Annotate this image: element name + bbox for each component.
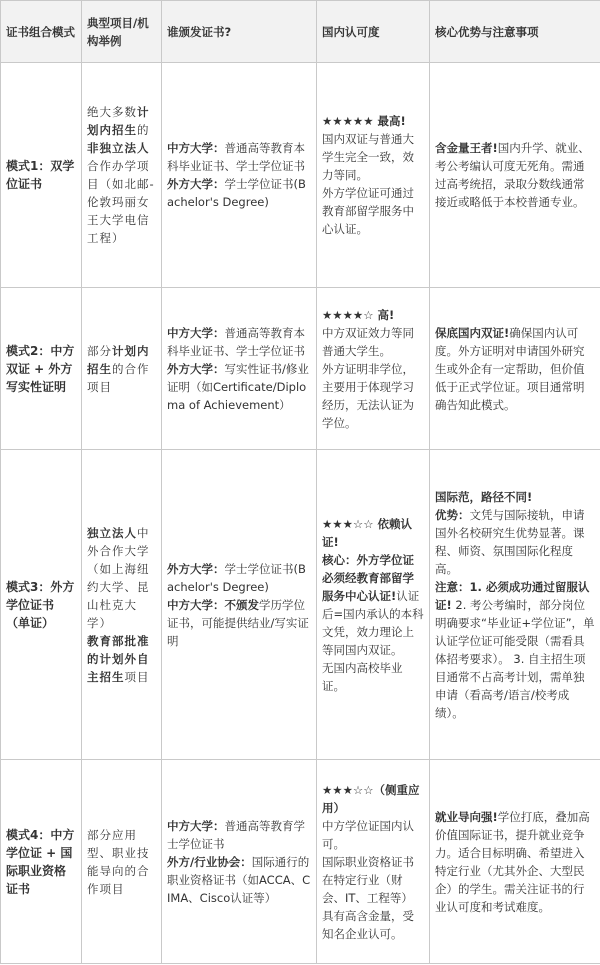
- example-text: 中外合作大学（如上海纽约大学、昆山杜克大学）: [87, 525, 150, 630]
- example-text: 的合作项目: [87, 361, 150, 394]
- recognition-text: 外方证明非学位，主要用于体现学习经历，无法认证为学位。: [322, 361, 414, 430]
- example-text: 合作办学项目（如北邮-伦敦玛丽女王大学电信工程）: [87, 159, 155, 245]
- advantage-label: 优势：: [435, 507, 470, 522]
- advantage-text: 确保国内认可度。外方证明对申请国外研究生或外企有一定帮助，但价值低于正式学位证。项目通常明确告知此模式。: [435, 325, 585, 412]
- advantage-text: 国内升学、就业、考公考编认可度无死角。需通过高考统招，录取分数线通常接近或略低于本校普通专业。: [435, 141, 590, 209]
- issuer-label: 中方大学：: [167, 325, 225, 340]
- rating-stars: ★★★☆☆（侧重应用）: [322, 782, 420, 815]
- mode-cell: 模式4：中方学位证 + 国际职业资格证书: [1, 760, 82, 964]
- example-text-bold: 非独立法人: [87, 141, 150, 155]
- issuer-text: 普通高等教育本科毕业证书、学士学位证书: [167, 141, 305, 173]
- table-row: [1, 760, 600, 964]
- advantage-heading: 就业导向强!: [435, 809, 498, 824]
- issuer-label: 外方/行业协会：: [167, 854, 252, 869]
- issuer-line: [167, 560, 311, 596]
- issuer-text: 写实性证书/修业证明（如Certificate/Diploma of Achievement）: [167, 361, 309, 412]
- rating-stars: ★★★★★ 最高!: [322, 114, 406, 128]
- advantages-cell: [430, 288, 600, 450]
- advantage-line: [435, 578, 595, 722]
- table-row: [1, 63, 600, 288]
- example-text: 部分: [87, 343, 112, 358]
- issuer-text: 普通高等教育本科毕业证书、学士学位证书: [167, 325, 305, 358]
- issuer-line: [167, 596, 311, 650]
- advantage-line: [435, 506, 595, 578]
- issuer-line: [167, 853, 311, 907]
- advantage-heading: 保底国内双证!: [435, 325, 510, 340]
- issuer-label: 中方大学：: [167, 597, 225, 612]
- issuer-line: [167, 139, 311, 175]
- advantage-text: 文凭与国际接轨，申请国外名校研究生优势显著。课程、师资、氛围国际化程度高。: [435, 507, 585, 576]
- recognition-text: 认证后=国内承认的本科文凭，效力理论上等同国内双证。: [322, 588, 424, 657]
- example-text: 绝大多数: [87, 105, 137, 119]
- issuer-text-bold: 不颁发: [224, 597, 259, 612]
- table-header-row: [1, 1, 600, 63]
- table-row: [1, 288, 600, 450]
- example-cell: [82, 63, 162, 288]
- issuer-line: [167, 175, 311, 211]
- example-text-bold: 计划内招生: [87, 343, 150, 376]
- advantages-cell: [430, 760, 600, 964]
- issuer-line: [167, 360, 311, 414]
- mode-cell: 模式2：中方双证 + 外方写实性证明: [1, 288, 82, 450]
- recognition-cell: [317, 450, 430, 760]
- advantage-text: 2. 考公考编时，部分岗位明确要求“毕业证+学位证”，单认证学位证可能受限（需看具体招考要求）。 3. 自主招生项目通常不占高考计划，需单独申请（看高考/语言/校考成绩）。: [435, 597, 595, 720]
- issuer-cell: [162, 288, 317, 450]
- example-line: [87, 632, 156, 686]
- recognition-text: 国内双证与普通大学生完全一致，效力等同。: [322, 132, 414, 182]
- rating-stars: ★★★★☆ 高!: [322, 307, 395, 322]
- table-row: [1, 450, 600, 760]
- header-recognition: 国内认可度: [317, 1, 430, 63]
- example-text-bold: 计划外自主招生: [87, 651, 150, 684]
- recognition-line: [322, 551, 424, 659]
- example-text-bold: 计划内招生: [87, 105, 150, 137]
- mode-cell: 模式1：双学位证书: [1, 63, 82, 288]
- header-example: 典型项目/机构举例: [82, 1, 162, 63]
- example-text: 部分应用型、职业技能导向的合作项目: [87, 827, 150, 896]
- issuer-label: 中方大学：: [167, 818, 225, 833]
- issuer-label: 外方大学：: [167, 361, 225, 376]
- recognition-text: 外方学位证可通过教育部留学服务中心认证。: [322, 186, 414, 236]
- advantage-text: 学位打底，叠加高价值国际证书，提升就业竞争力。适合目标明确、希望进入特定行业（尤其外企、大型民企）的学生。需关注证书的行业认可度和考试难度。: [435, 809, 590, 914]
- issuer-label: 外方大学：: [167, 177, 225, 191]
- example-cell: [82, 450, 162, 760]
- advantage-heading: 含金量王者!: [435, 141, 498, 155]
- example-cell: [82, 288, 162, 450]
- issuer-label: 外方大学：: [167, 561, 225, 576]
- issuer-text: 学士学位证书(Bachelor's Degree): [167, 177, 306, 209]
- header-issuer: 谁颁发证书?: [162, 1, 317, 63]
- advantages-cell: [430, 450, 600, 760]
- recognition-cell: [317, 63, 430, 288]
- example-text: 的: [137, 123, 150, 137]
- recognition-text: 无国内高校毕业证。: [322, 660, 403, 693]
- issuer-cell: [162, 63, 317, 288]
- advantage-heading: 国际范，路径不同!: [435, 489, 533, 504]
- rating-stars: ★★★☆☆ 依赖认证!: [322, 516, 413, 549]
- recognition-cell: [317, 288, 430, 450]
- mode-cell: 模式3：外方学位证书（单证）: [1, 450, 82, 760]
- example-text-bold: 教育部批准的: [87, 633, 150, 666]
- advantage-label: 注意：: [435, 579, 470, 594]
- issuer-text: 国际通行的职业资格证书（如ACCA、CIMA、Cisco认证等）: [167, 854, 311, 905]
- header-advantages: 核心优势与注意事项: [430, 1, 600, 63]
- recognition-text-bold: 核心：外方学位证必须经教育部留学服务中心认证!: [322, 552, 414, 603]
- advantages-cell: [430, 63, 600, 288]
- example-cell: [82, 760, 162, 964]
- issuer-text: 普通高等教育学士学位证书: [167, 818, 305, 851]
- issuer-line: [167, 324, 311, 360]
- example-text-bold: 独立法人: [87, 525, 137, 540]
- recognition-text: 国际职业资格证书在特定行业（财会、IT、工程等）具有高含金量，受知名企业认可。: [322, 854, 414, 941]
- example-text: 项目: [124, 669, 150, 684]
- recognition-text: 中方学位证国内认可。: [322, 818, 414, 851]
- issuer-line: [167, 817, 311, 853]
- header-mode: 证书组合模式: [1, 1, 82, 63]
- issuer-cell: [162, 450, 317, 760]
- issuer-text: 学士学位证书(Bachelor's Degree): [167, 561, 306, 594]
- issuer-label: 中方大学：: [167, 141, 225, 155]
- recognition-text: 中方双证效力等同普通大学生。: [322, 325, 414, 358]
- recognition-cell: [317, 760, 430, 964]
- issuer-text: 学历学位证书，可能提供结业/写实证明: [167, 597, 309, 648]
- advantage-text-bold: 1. 必须成功通过留服认证!: [435, 579, 590, 612]
- issuer-cell: [162, 760, 317, 964]
